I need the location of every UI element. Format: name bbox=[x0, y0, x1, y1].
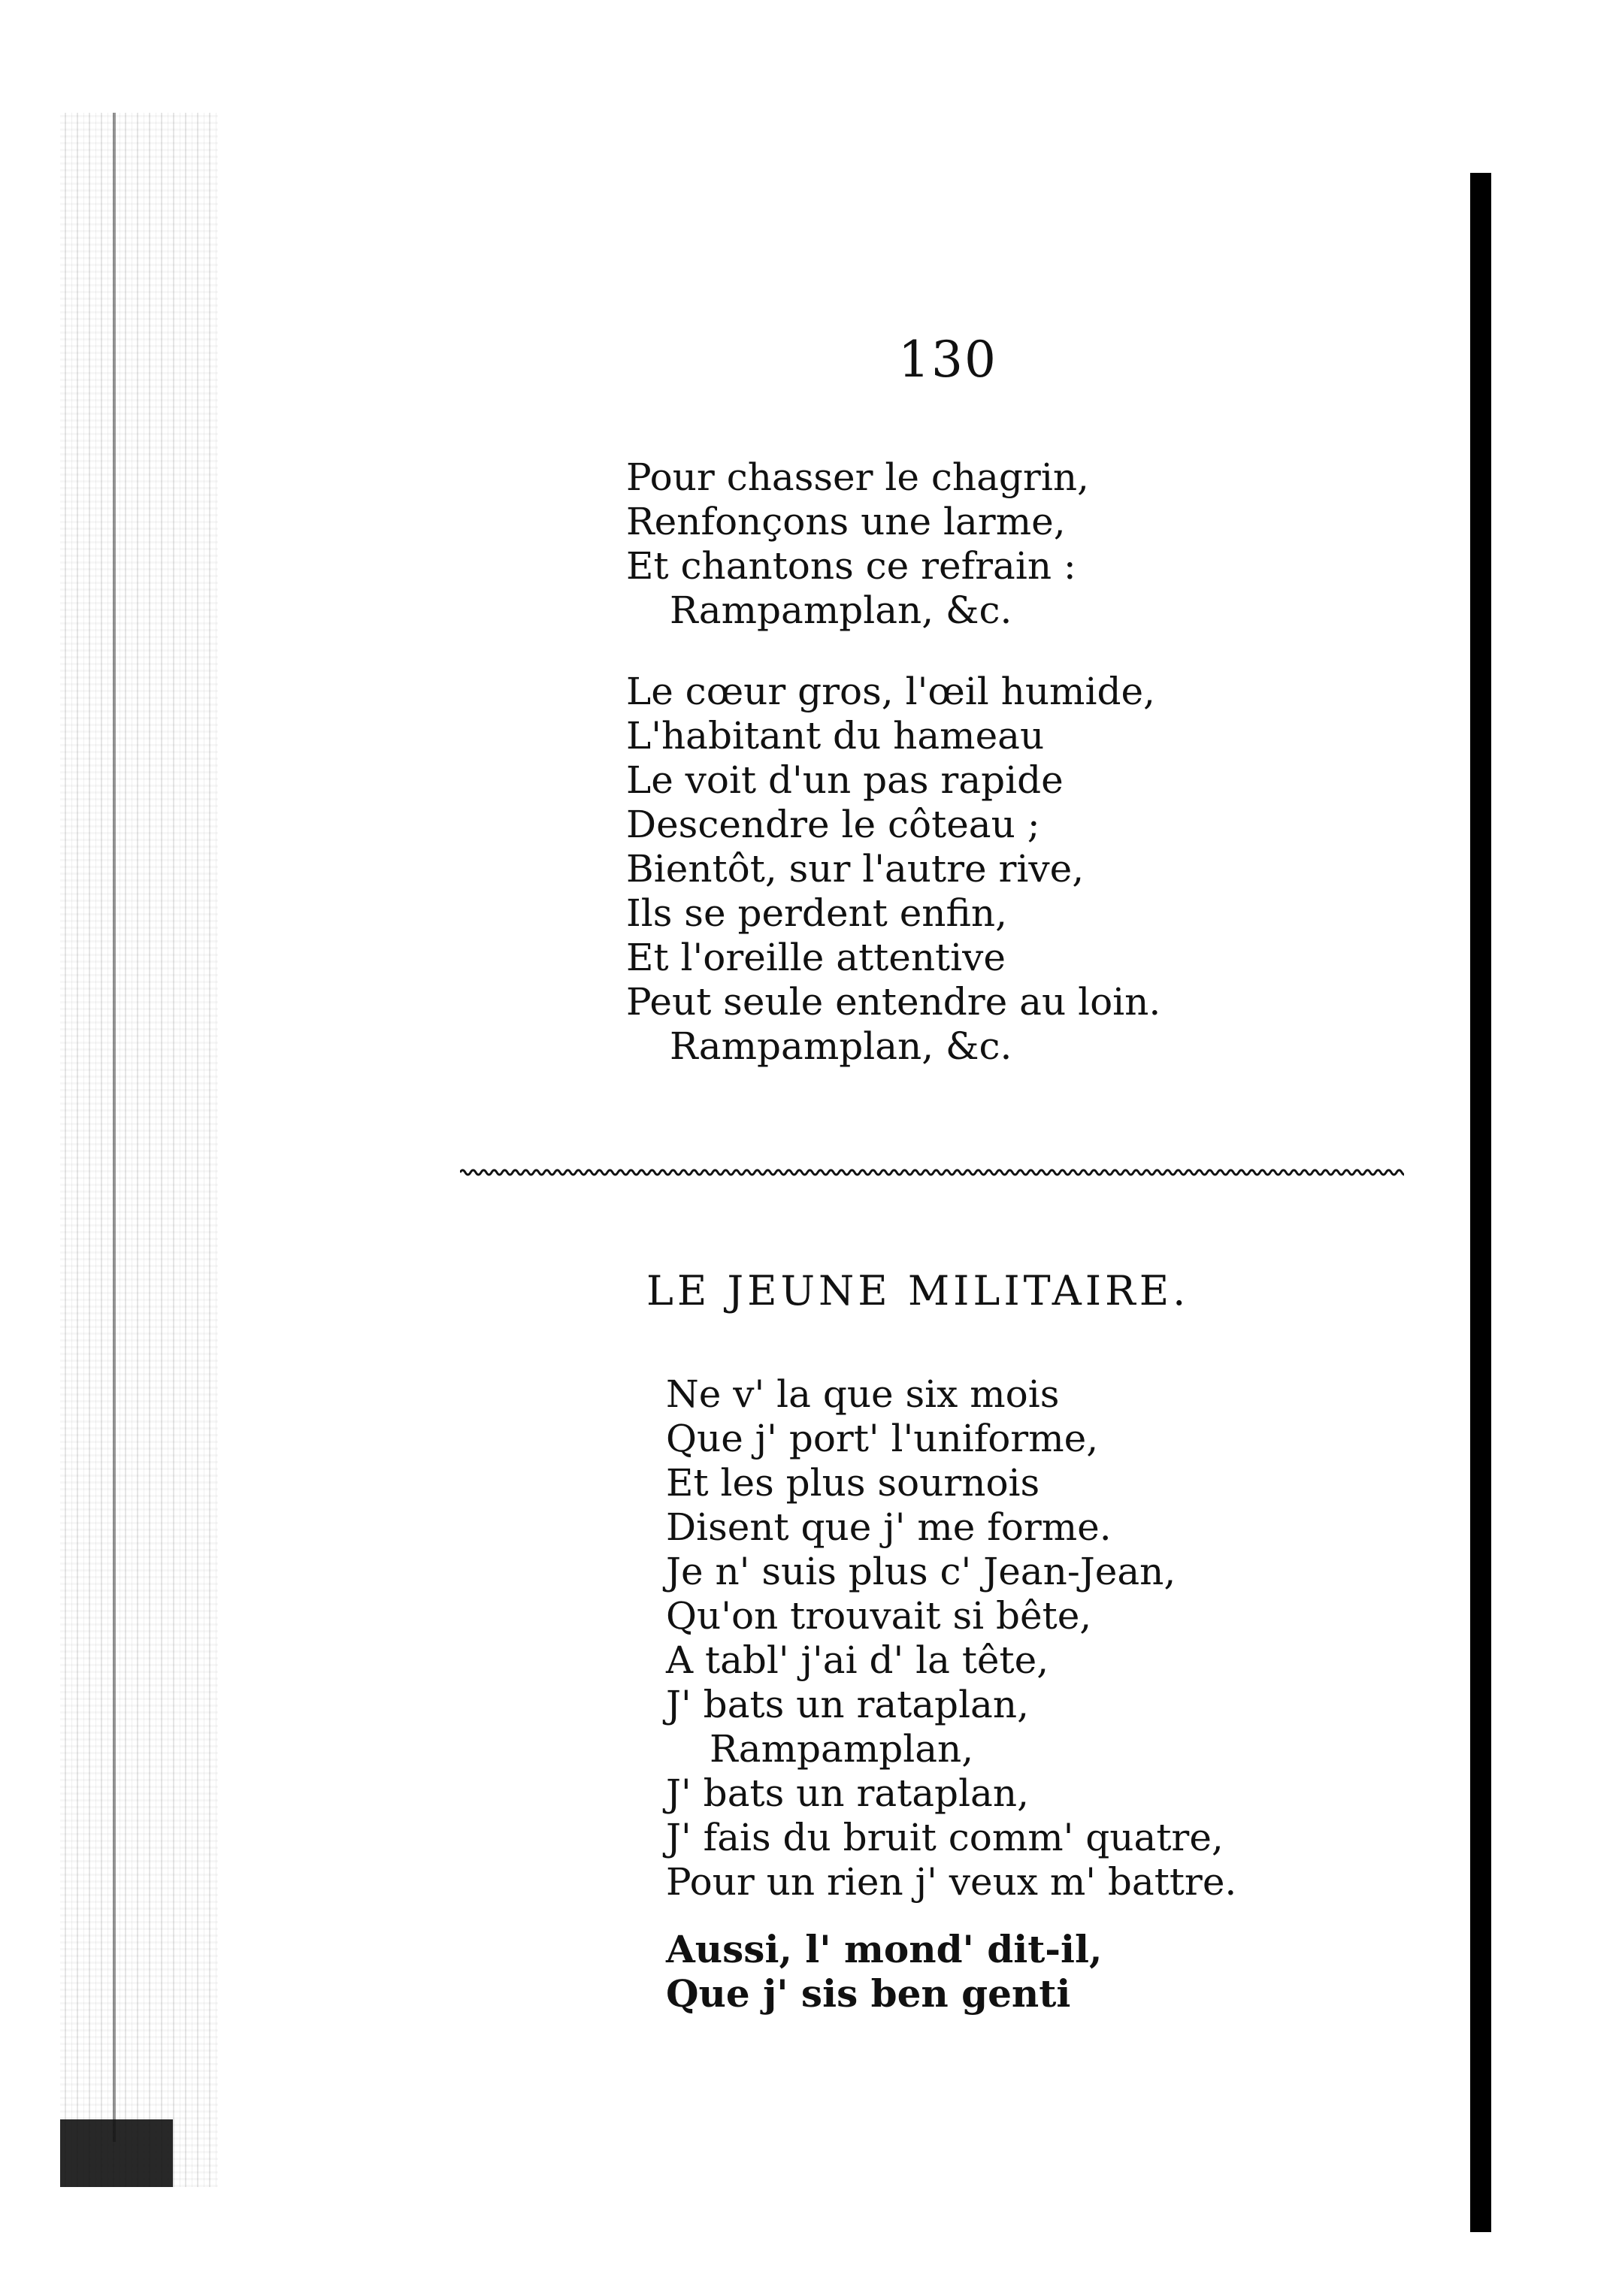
verse-line: Et l'oreille attentive bbox=[626, 936, 1006, 979]
verse-line: Que j' sis ben genti bbox=[666, 1971, 1071, 2016]
verse-line: Renfonçons une larme, bbox=[626, 500, 1066, 543]
page-number: 130 bbox=[898, 331, 997, 389]
verse-line: Descendre le côteau ; bbox=[626, 803, 1040, 846]
scan-gutter bbox=[60, 113, 218, 2187]
scan-gutter-shadow bbox=[60, 2119, 173, 2187]
verse-line: Pour un rien j' veux m' battre. bbox=[666, 1860, 1237, 1904]
verse-line: Le voit d'un pas rapide bbox=[626, 758, 1064, 802]
verse-line: Bientôt, sur l'autre rive, bbox=[626, 847, 1085, 891]
verse-line: J' fais du bruit comm' quatre, bbox=[666, 1816, 1224, 1859]
song-title: LE JEUNE MILITAIRE. bbox=[646, 1267, 1190, 1314]
verse-line: Je n' suis plus c' Jean-Jean, bbox=[666, 1550, 1176, 1593]
refrain-line: Rampamplan, bbox=[710, 1727, 974, 1771]
verse-line: Qu'on trouvait si bête, bbox=[666, 1594, 1092, 1638]
verse-line: A tabl' j'ai d' la tête, bbox=[666, 1638, 1049, 1682]
verse-line: Ne v' la que six mois bbox=[666, 1372, 1060, 1416]
page-edge-shadow bbox=[1470, 173, 1491, 2232]
verse-line: Et chantons ce refrain : bbox=[626, 544, 1076, 588]
verse-line: J' bats un rataplan, bbox=[666, 1771, 1029, 1815]
verse-line: L'habitant du hameau bbox=[626, 714, 1045, 758]
stanza-1 bbox=[626, 455, 1089, 633]
verse-line: Pour chasser le chagrin, bbox=[626, 455, 1089, 499]
verse-line: Et les plus sournois bbox=[666, 1461, 1040, 1505]
scan-binding-line bbox=[113, 113, 116, 2142]
verse-line: Le cœur gros, l'œil humide, bbox=[626, 670, 1155, 713]
stanza-4 bbox=[666, 1927, 1102, 2016]
verse-line: Que j' port' l'uniforme, bbox=[666, 1417, 1099, 1460]
stanza-2 bbox=[626, 670, 1161, 1069]
refrain-line: Rampamplan, &c. bbox=[670, 1024, 1012, 1068]
refrain-line: Rampamplan, &c. bbox=[670, 588, 1012, 632]
verse-line: Ils se perdent enfin, bbox=[626, 891, 1007, 935]
stanza-3 bbox=[666, 1372, 1236, 1904]
verse-line: J' bats un rataplan, bbox=[666, 1683, 1029, 1726]
verse-line: Disent que j' me forme. bbox=[666, 1505, 1112, 1549]
verse-line: Aussi, l' mond' dit-il, bbox=[666, 1927, 1103, 1971]
wavy-divider bbox=[460, 1166, 1404, 1178]
verse-line: Peut seule entendre au loin. bbox=[626, 980, 1161, 1024]
